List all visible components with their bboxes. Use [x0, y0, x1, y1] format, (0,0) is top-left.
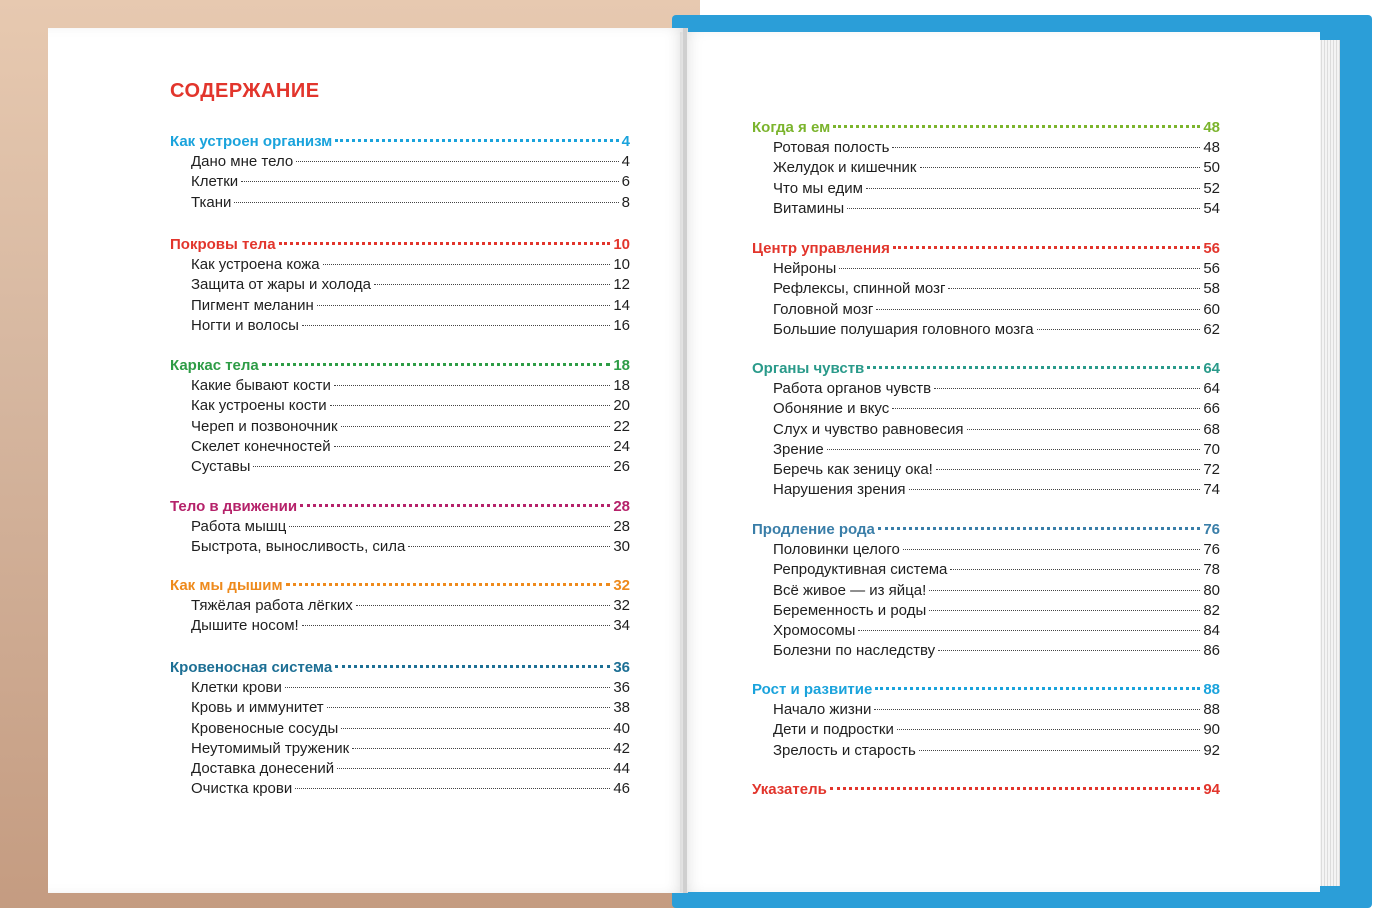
toc-entry[interactable]: Хромосомы 84: [773, 622, 1220, 640]
toc-entry[interactable]: Ногти и волосы 16: [191, 316, 630, 334]
toc-entry[interactable]: Пигмент меланин 14: [191, 296, 630, 314]
section-heading[interactable]: Каркас тела 18: [170, 357, 630, 374]
toc-entry[interactable]: Витамины 54: [773, 199, 1220, 217]
toc-section: [752, 360, 1220, 502]
section-heading[interactable]: Как мы дышим 32: [170, 577, 630, 594]
toc-entry[interactable]: Ткани 8: [191, 193, 630, 211]
section-heading[interactable]: Продление рода 76: [752, 521, 1220, 538]
toc-entry[interactable]: Суставы 26: [191, 458, 630, 476]
toc-entry[interactable]: Головной мозг 60: [773, 300, 1220, 318]
toc-entry[interactable]: Дети и подростки 90: [773, 721, 1220, 739]
toc-entry[interactable]: Начало жизни 88: [773, 701, 1220, 718]
book-gutter: [683, 28, 687, 893]
toc-entry[interactable]: Быстрота, выносливость, сила 30: [191, 538, 630, 556]
section-heading[interactable]: Покровы тела 10: [170, 236, 630, 253]
toc-entry[interactable]: Дано мне тело 4: [191, 153, 630, 170]
toc-entry[interactable]: Дышите носом! 34: [191, 617, 630, 635]
toc-entry[interactable]: Нарушения зрения 74: [773, 481, 1220, 499]
toc-entry[interactable]: Кровь и иммунитет 38: [191, 699, 630, 717]
toc-entry[interactable]: Работа органов чувств 64: [773, 380, 1220, 397]
toc-entry[interactable]: Беременность и роды 82: [773, 601, 1220, 619]
toc-entry[interactable]: Кровеносные сосуды 40: [191, 719, 630, 737]
toc-title: СОДЕРЖАНИЕ: [170, 80, 320, 102]
toc-section: [752, 681, 1220, 762]
toc-entry[interactable]: Всё живое — из яйца! 80: [773, 581, 1220, 599]
toc-entry[interactable]: Нейроны 56: [773, 260, 1220, 277]
section-heading[interactable]: Когда я ем 48: [752, 119, 1220, 136]
section-heading[interactable]: Органы чувств 64: [752, 360, 1220, 377]
toc-entry[interactable]: Клетки крови 36: [191, 679, 630, 696]
section-heading[interactable]: Рост и развитие 88: [752, 681, 1220, 698]
toc-section: [752, 521, 1220, 663]
toc-entry[interactable]: Очистка крови 46: [191, 780, 630, 798]
toc-section: [170, 577, 630, 638]
toc-entry[interactable]: Клетки 6: [191, 173, 630, 191]
toc-entry[interactable]: Ротовая полость 48: [773, 139, 1220, 156]
section-heading[interactable]: Указатель 94: [752, 781, 1220, 798]
toc-entry[interactable]: Болезни по наследству 86: [773, 642, 1220, 660]
toc-section: [170, 133, 630, 214]
toc-entry[interactable]: Какие бывают кости 18: [191, 377, 630, 394]
toc-entry[interactable]: Как устроена кожа 10: [191, 256, 630, 273]
toc-section: [170, 659, 630, 801]
section-heading[interactable]: Как устроен организм 4: [170, 133, 630, 150]
toc-entry[interactable]: Череп и позвоночник 22: [191, 417, 630, 435]
toc-entry[interactable]: Большие полушария головного мозга 62: [773, 320, 1220, 338]
toc-entry[interactable]: Зрение 70: [773, 440, 1220, 458]
toc-entry[interactable]: Беречь как зеницу ока! 72: [773, 461, 1220, 479]
toc-entry[interactable]: Обоняние и вкус 66: [773, 400, 1220, 418]
toc-entry[interactable]: Желудок и кишечник 50: [773, 159, 1220, 177]
toc-entry[interactable]: Работа мышц 28: [191, 518, 630, 535]
background-strip: [0, 908, 1383, 923]
toc-entry[interactable]: Рефлексы, спинной мозг 58: [773, 280, 1220, 298]
toc-entry[interactable]: Тяжёлая работа лёгких 32: [191, 597, 630, 614]
toc-section: [170, 498, 630, 559]
toc-entry[interactable]: Половинки целого 76: [773, 541, 1220, 558]
toc-entry[interactable]: Что мы едим 52: [773, 179, 1220, 197]
toc-section: [170, 357, 630, 478]
section-heading[interactable]: Кровеносная система 36: [170, 659, 630, 676]
toc-entry[interactable]: Как устроены кости 20: [191, 397, 630, 415]
toc-entry[interactable]: Скелет конечностей 24: [191, 437, 630, 455]
toc-section: [752, 781, 1220, 801]
toc-entry[interactable]: Зрелость и старость 92: [773, 741, 1220, 759]
toc-entry[interactable]: Репродуктивная система 78: [773, 561, 1220, 579]
section-heading[interactable]: Центр управления 56: [752, 240, 1220, 257]
toc-entry[interactable]: Защита от жары и холода 12: [191, 276, 630, 294]
toc-section: [170, 236, 630, 337]
section-heading[interactable]: Тело в движении 28: [170, 498, 630, 515]
toc-section: [752, 119, 1220, 220]
toc-entry[interactable]: Неутомимый труженик 42: [191, 739, 630, 757]
toc-entry[interactable]: Доставка донесений 44: [191, 760, 630, 778]
toc-section: [752, 240, 1220, 341]
toc-entry[interactable]: Слух и чувство равновесия 68: [773, 420, 1220, 438]
